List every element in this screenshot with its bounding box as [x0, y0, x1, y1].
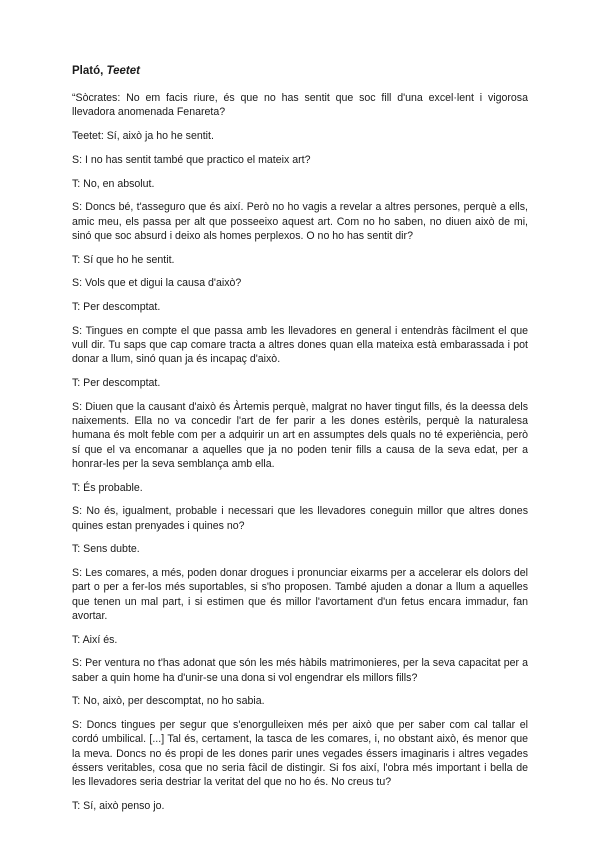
paragraph-10: T: Per descomptat. — [72, 377, 161, 390]
paragraph-19: S: Doncs tingues per segur que s'enorgulleixen més per això que per saber com cal tallar el cordó umbilical. [...] Tal és, certament, la tasca de les comares, i, no obstant això, és menor que la meva. Doncs no és propi de les dones parir unes vegades éssers imaginaris i altres vegades éssers veritables, cosa que no seria fàcil de distingir. Si fos així, l'obra més important i bella de les llevadores seria destriar la veritat del que no ho és. No creus tu? — [72, 719, 528, 788]
paragraph-3: S: I no has sentit també que practico el mateix art? — [72, 153, 311, 166]
paragraph-12: T: És probable. — [72, 481, 143, 494]
paragraph-14: T: Sens dubte. — [72, 543, 140, 556]
paragraph-13: S: No és, igualment, probable i necessari que les llevadores coneguin millor que altres dones quines estan prenyades i quines no? — [72, 505, 528, 532]
document-page — [72, 64, 528, 823]
document-title — [72, 64, 528, 78]
paragraph-4: T: No, en absolut. — [72, 177, 155, 190]
paragraph-16: T: Així és. — [72, 633, 118, 646]
paragraph-8: T: Per descomptat. — [72, 301, 161, 314]
paragraph-18: T: No, això, per descomptat, no ho sabia. — [72, 695, 265, 708]
paragraph-11: S: Diuen que la causant d'això és Àrtemis perquè, malgrat no haver tingut fills, és la deessa dels naixements. Ella no va concedir l'art de fer parir a les dones estèrils, perquè la naturalesa humana és molt feble com per a adquirir un art en assumptes dels quals no té experiència, però sí que el va encomanar a aquelles que ja no poden tenir fills a causa de la seva edat, per a honrar-les per la seva semblança amb ella. — [72, 400, 528, 470]
paragraph-17: S: Per ventura no t'has adonat que són les més hàbils matrimonieres, per la seva capacitat per a saber a quin home ha d'unir-se una dona si vol engendrar els millors fills? — [72, 657, 528, 684]
paragraph-2: Teetet: Sí, això ja ho he sentit. — [72, 130, 214, 142]
paragraph-7: S: Vols que et digui la causa d'això? — [72, 277, 242, 290]
paragraph-9: S: Tingues en compte el que passa amb les llevadores en general i entendràs fàcilment el que vull dir. Tu saps que cap comare tracta a altres dones quan ella mateixa està embarassada i pot donar a llum, sinó quan ja és incapaç d'això. — [72, 324, 528, 366]
title-author: Plató, — [72, 65, 107, 77]
paragraph-6: T: Sí que ho he sentit. — [72, 253, 175, 266]
paragraph-20: T: Sí, això penso jo. — [72, 799, 165, 812]
title-work: Teetet — [106, 65, 140, 77]
paragraph-15: S: Les comares, a més, poden donar drogues i pronunciar eixarms per a accelerar els dolors del part o per a fer-los més suportables, si s'ho proposen. També ajuden a donar a llum a aquelles que tenen un mal part, i si estimen que és millor l'avortament d'un fetus encara immadur, fan avortar. — [72, 567, 528, 622]
paragraph-5: S: Doncs bé, t'asseguro que és així. Però no ho vagis a revelar a altres persones, perquè a ells, amic meu, els passa per alt que posseeixo aquest art. Com no ho saben, no diuen això de mi, sinó que soc absurd i deixo als homes perplexos. O no ho has sentit dir? — [72, 201, 528, 242]
paragraph-1: “Sòcrates: No em facis riure, és que no has sentit que soc fill d'una excel·lent i vigorosa llevadora anomenada Fenareta? — [72, 92, 528, 119]
